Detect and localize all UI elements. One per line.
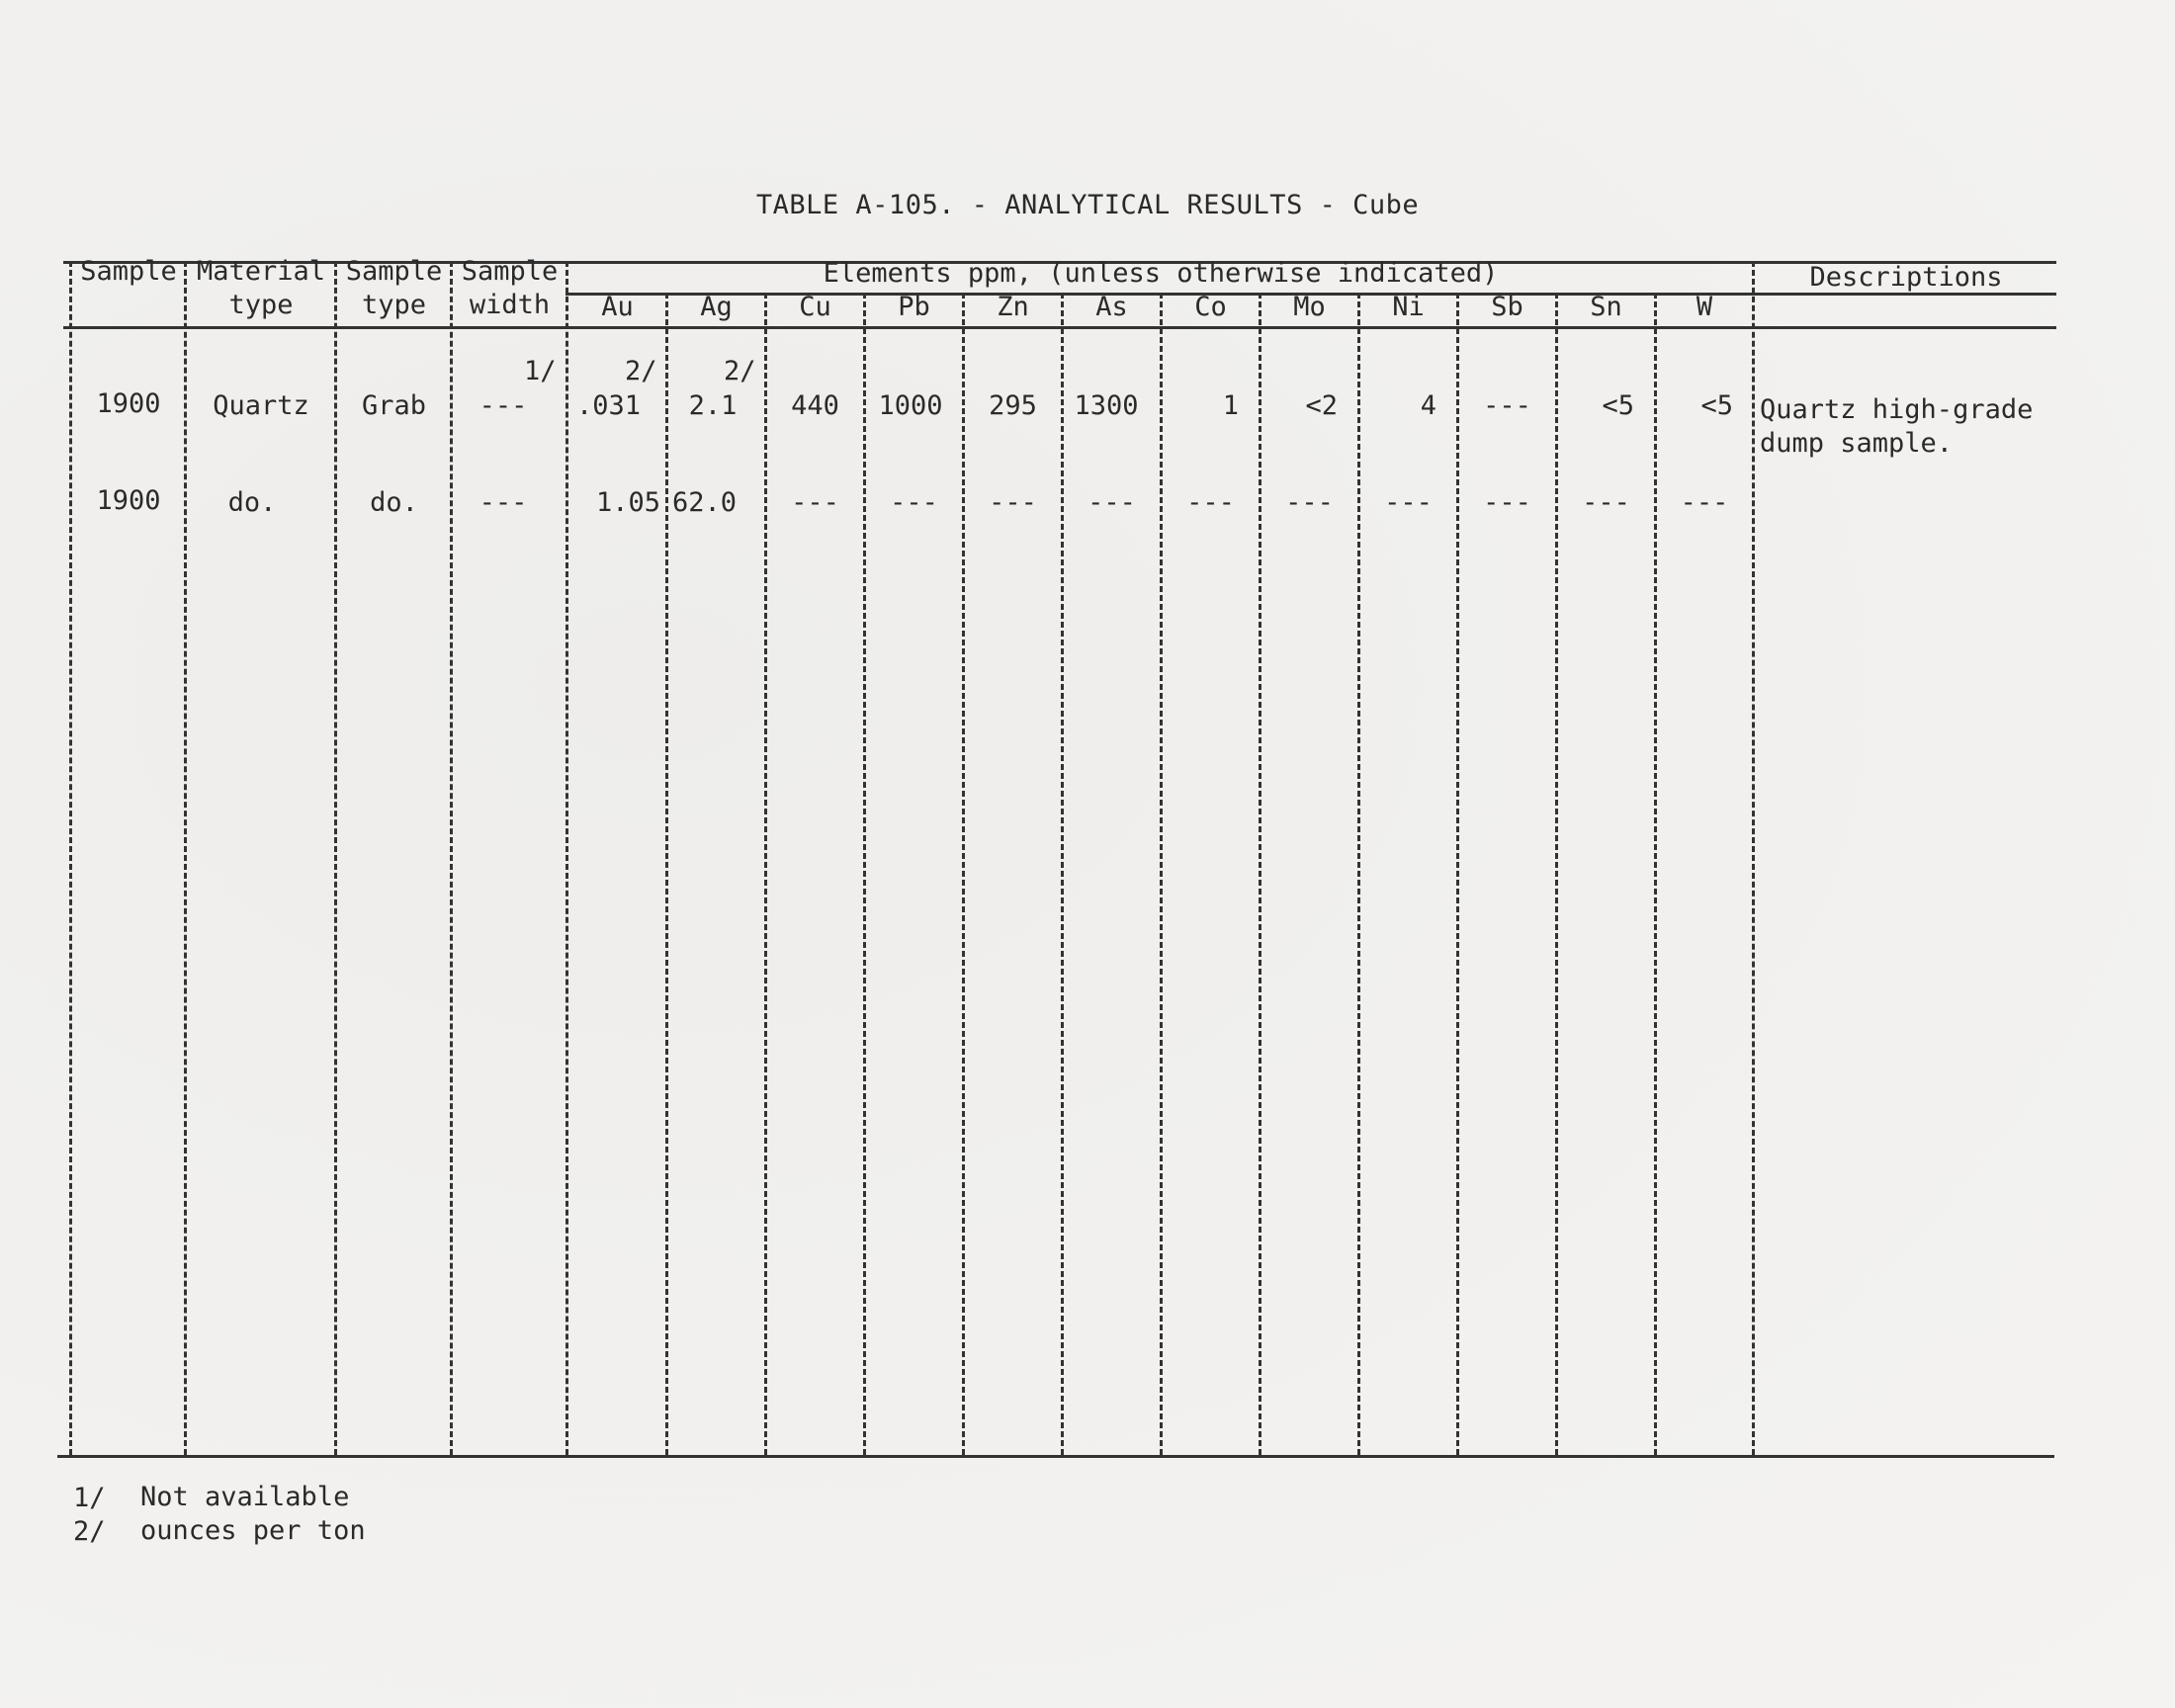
col-line-w-desc	[1752, 261, 1755, 1455]
cell-sample: 1900	[96, 388, 161, 419]
footnote-2-text: ounces per ton	[140, 1515, 366, 1546]
cell-au: .031	[575, 390, 641, 421]
col-line-pb-zn	[962, 293, 965, 1455]
cell-sb: ---	[1483, 390, 1531, 421]
footnote-2-mark: 2/	[73, 1516, 106, 1547]
header-material-2: type	[228, 290, 294, 320]
header-sb: Sb	[1491, 292, 1523, 322]
header-mo: Mo	[1293, 292, 1326, 322]
cell-material: do.	[227, 487, 277, 518]
col-line-cu-pb	[863, 293, 866, 1455]
cell-as: 1300	[1074, 390, 1139, 421]
header-bottom-rule	[63, 326, 2056, 329]
table-title: TABLE A-105. - ANALYTICAL RESULTS - Cube	[755, 190, 1420, 220]
col-line-0	[69, 261, 72, 1455]
cell-sn: <5	[1602, 390, 1634, 421]
cell-width: ---	[478, 390, 528, 421]
header-sample: Sample	[80, 256, 177, 287]
cell-co: ---	[1186, 487, 1235, 518]
cell-type: Grab	[361, 390, 427, 421]
header-material: Material	[196, 256, 326, 287]
cell-mo: <2	[1305, 390, 1338, 421]
cell-zn: ---	[989, 487, 1037, 518]
header-sample-width: Sample	[461, 256, 559, 287]
cell-mo: ---	[1285, 487, 1334, 518]
header-sample-type: Sample	[345, 256, 443, 287]
ag-footnote-mark: 2/	[724, 356, 756, 386]
header-descriptions: Descriptions	[1809, 262, 2003, 293]
cell-zn: 295	[989, 390, 1037, 421]
width-footnote-mark: 1/	[524, 356, 557, 386]
header-as: As	[1095, 292, 1128, 322]
table-bottom-rule	[57, 1455, 2054, 1458]
header-ni: Ni	[1392, 292, 1425, 322]
cell-as: ---	[1088, 487, 1136, 518]
cell-type: do.	[370, 487, 418, 518]
header-co: Co	[1194, 292, 1227, 322]
col-line-as-co	[1160, 293, 1163, 1455]
cell-sb: ---	[1483, 487, 1531, 518]
header-au: Au	[601, 292, 634, 322]
col-line-co-mo	[1259, 293, 1262, 1455]
cell-pb: ---	[890, 487, 938, 518]
footnote-1-mark: 1/	[73, 1483, 106, 1513]
cell-co: 1	[1222, 390, 1239, 421]
col-line-ni-sb	[1456, 293, 1459, 1455]
col-line-4	[566, 261, 568, 1455]
cell-w: ---	[1680, 487, 1729, 518]
cell-cu: 440	[791, 390, 839, 421]
header-sample-width-2: width	[469, 290, 551, 320]
cell-ni: 4	[1420, 390, 1436, 421]
col-line-mo-ni	[1357, 293, 1360, 1455]
col-line-sb-sn	[1555, 293, 1558, 1455]
cell-au: 1.05	[595, 487, 660, 518]
header-pb: Pb	[898, 292, 930, 322]
header-cu: Cu	[799, 292, 831, 322]
cell-cu: ---	[791, 487, 839, 518]
cell-ni: ---	[1384, 487, 1433, 518]
cell-sn: ---	[1582, 487, 1630, 518]
col-line-zn-as	[1061, 293, 1064, 1455]
cell-pb: 1000	[878, 390, 943, 421]
footnote-1-text: Not available	[140, 1482, 350, 1512]
col-line-1	[184, 261, 187, 1455]
header-sn: Sn	[1590, 292, 1622, 322]
cell-sample: 1900	[96, 485, 161, 516]
col-line-2	[334, 261, 337, 1455]
cell-description-line2: dump sample.	[1760, 428, 1954, 459]
cell-description-line1: Quartz high-grade	[1760, 394, 2034, 425]
cell-width: ---	[478, 487, 528, 518]
col-line-sn-w	[1654, 293, 1657, 1455]
header-w: W	[1696, 292, 1713, 322]
header-elements-group: Elements ppm, (unless otherwise indicated)	[823, 258, 1499, 289]
cell-ag: 62.0	[672, 487, 738, 518]
header-zn: Zn	[997, 292, 1029, 322]
au-footnote-mark: 2/	[625, 356, 657, 386]
col-line-3	[450, 261, 453, 1455]
cell-w: <5	[1700, 390, 1733, 421]
col-line-ag-cu	[764, 293, 767, 1455]
header-sample-type-2: type	[361, 290, 427, 320]
col-line-au-ag	[665, 293, 668, 1455]
header-ag: Ag	[700, 292, 733, 322]
cell-ag: 2.1	[688, 390, 738, 421]
cell-material: Quartz	[213, 390, 309, 421]
